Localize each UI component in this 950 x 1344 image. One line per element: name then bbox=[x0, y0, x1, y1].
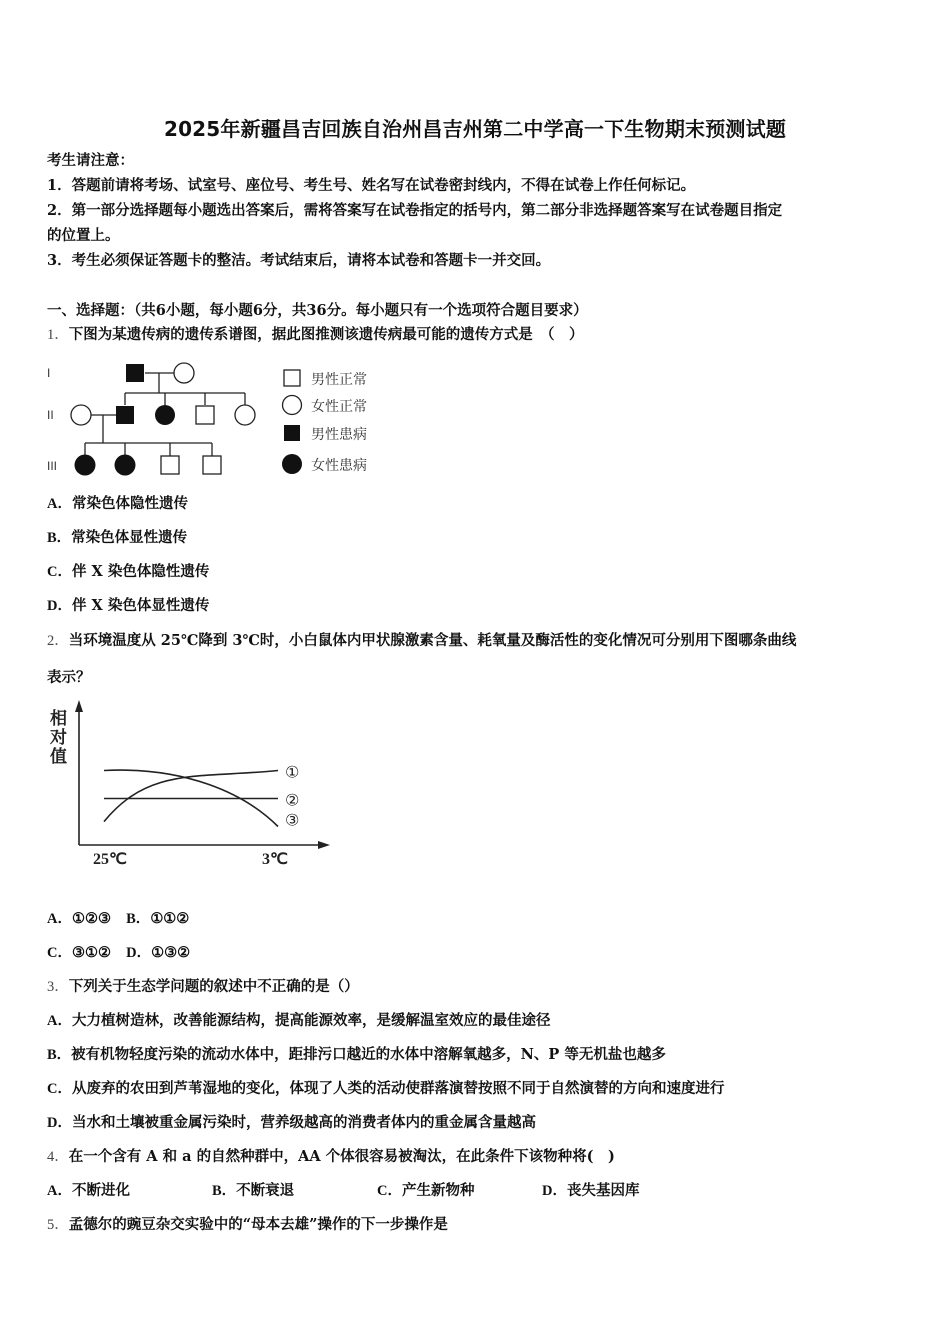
question-3 bbox=[47, 977, 359, 997]
x-axis-arrow bbox=[318, 841, 330, 849]
series-label-2: ② bbox=[285, 790, 300, 810]
y-label-3: 值 bbox=[50, 747, 67, 767]
section-heading: 一、选择题：（共6小题，每小题6分，共36分。每小题只有一个选项符合题目要求） bbox=[47, 302, 588, 319]
x-tick-25: 25℃ bbox=[93, 851, 127, 868]
q1-option-a: A．常染色体隐性遗传 bbox=[47, 495, 188, 512]
question-text: 当环境温度从 25℃降到 3℃时，小白鼠体内甲状腺激素含量、耗氧量及酶活性的变化情况可分别用下图哪条曲线 bbox=[68, 632, 797, 649]
page-title: 2025年新疆昌吉回族自治州昌吉州第二中学高一下生物期末预测试题 bbox=[163, 117, 787, 141]
q3-option-d: D．当水和土壤被重金属污染时，营养级越高的消费者体内的重金属含量越高 bbox=[47, 1114, 536, 1131]
x-tick-3: 3℃ bbox=[262, 851, 288, 868]
question-text: 下列关于生态学问题的叙述中不正确的是（） bbox=[68, 978, 359, 995]
y-label-2: 对 bbox=[50, 728, 67, 748]
q4-option-c: C．产生新物种 bbox=[377, 1182, 475, 1199]
q2-option-d: ①③② bbox=[151, 944, 191, 961]
q2-option-b: ①①② bbox=[150, 910, 190, 927]
notice-item-3: 3．考生必须保证答题卡的整洁。考试结束后，请将本试卷和答题卡一并交回。 bbox=[47, 252, 551, 269]
q1-option-d: D．伴 X 染色体显性遗传 bbox=[47, 597, 210, 614]
question-number: 2． bbox=[47, 633, 69, 649]
notice-item-2-cont: 的位置上。 bbox=[47, 227, 120, 244]
series-label-1: ① bbox=[285, 762, 300, 782]
question-2-cont: 表示？ bbox=[47, 669, 91, 686]
q2-option-c: ③①② bbox=[71, 944, 111, 961]
q2-options-row-2: C．③①② D．①③② bbox=[47, 944, 191, 961]
question-4 bbox=[47, 1147, 615, 1167]
question-number: 5． bbox=[47, 1217, 69, 1233]
q4-option-a: A．不断进化 bbox=[47, 1182, 130, 1199]
generation-label-II: II bbox=[47, 408, 54, 422]
q4-option-b: B．不断衰退 bbox=[212, 1182, 295, 1199]
question-number: 3． bbox=[47, 979, 69, 995]
legend-male-affected: 男性患病 bbox=[311, 427, 367, 443]
q3-option-a: A．大力植树造林，改善能源结构，提高能源效率，是缓解温室效应的最佳途径 bbox=[47, 1012, 551, 1029]
q1-option-c: C．伴 X 染色体隐性遗传 bbox=[47, 563, 210, 580]
q1-option-b: B．常染色体显性遗传 bbox=[47, 529, 188, 546]
y-label-1: 相 bbox=[50, 709, 67, 729]
question-text: 孟德尔的豌豆杂交实验中的“母本去雄”操作的下一步操作是 bbox=[68, 1216, 448, 1233]
legend-female-normal: 女性正常 bbox=[311, 399, 367, 415]
q3-option-c: C．从废弃的农田到芦苇湿地的变化，体现了人类的活动使群落演替按照不同于自然演替的方向和速度进行 bbox=[47, 1080, 725, 1097]
generation-label-I: I bbox=[47, 366, 51, 380]
generation-label-III: III bbox=[47, 459, 58, 473]
question-text: 下图为某遗传病的遗传系谱图，据此图推测该遗传病最可能的遗传方式是 （ ） bbox=[68, 326, 584, 343]
question-number: 1． bbox=[47, 327, 69, 343]
q2-option-a: ①②③ bbox=[71, 910, 111, 927]
notice-heading: 考生请注意： bbox=[47, 152, 134, 169]
notice-item-2: 2．第一部分选择题每小题选出答案后，需将答案写在试卷指定的括号内，第二部分非选择题答案写在试卷题目指定 bbox=[47, 202, 783, 219]
q4-option-d: D．丧失基因库 bbox=[542, 1182, 640, 1199]
question-number: 4． bbox=[47, 1149, 69, 1165]
question-text: 在一个含有 A 和 a 的自然种群中，AA 个体很容易被淘汰，在此条件下该物种将( ) bbox=[68, 1148, 615, 1165]
series-label-3: ③ bbox=[285, 810, 300, 830]
legend-male-normal: 男性正常 bbox=[311, 372, 367, 388]
q2-options-row-1: A．①②③ B．①①② bbox=[47, 910, 190, 927]
legend-female-affected: 女性患病 bbox=[311, 458, 367, 474]
question-5 bbox=[47, 1215, 448, 1235]
y-axis-arrow bbox=[75, 700, 83, 712]
q3-option-b: B．被有机物轻度污染的流动水体中，距排污口越近的水体中溶解氧越多，N、P 等无机盐也越多 bbox=[47, 1046, 666, 1063]
notice-item-1: 1．答题前请将考场、试室号、座位号、考生号、姓名写在试卷密封线内，不得在试卷上作任何标记。 bbox=[47, 177, 696, 194]
